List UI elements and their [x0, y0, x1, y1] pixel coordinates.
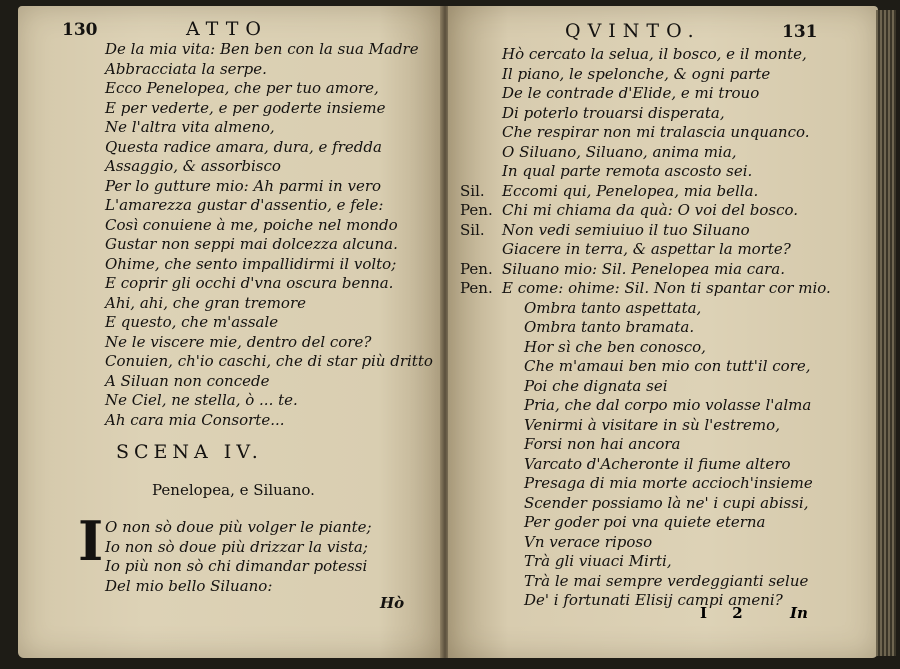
line-text: Chi mi chiama da quà: O voi del bosco. [502, 201, 799, 219]
verse-line: Per lo gutture mio: Ah parmi in vero [105, 176, 382, 195]
verse-line: O non sò doue più volger le piante; [105, 518, 372, 536]
dialogue-line [460, 299, 831, 319]
dialogue-line [460, 221, 831, 241]
verse-line: De la mia vita: Ben ben con la sua Madre [105, 40, 419, 58]
verse-line: Ahi, ahi, che gran tremore [105, 293, 306, 312]
line-text: Poi che dignata sei [524, 376, 668, 395]
verse-line: Ohime, che sento impallidirmi il volto; [105, 254, 397, 273]
line-text: Giacere in terra, & aspettar la morte? [502, 240, 791, 258]
dialogue-line [460, 318, 831, 338]
dialogue-line [460, 123, 831, 143]
line-text: De le contrade d'Elide, e mi trouo [502, 84, 760, 102]
dialogue-line [460, 396, 831, 416]
line-text: Non vedi semiuiuo il tuo Siluano [502, 220, 750, 239]
verse-line: Così conuiene à me, poiche nel mondo [105, 215, 398, 234]
verse-line: A Siluan non concede [105, 371, 270, 390]
dialogue-block [460, 45, 831, 611]
catchword: In [790, 604, 808, 622]
verse-line: E coprir gli occhi d'vna oscura benna. [105, 274, 394, 292]
dialogue-line [460, 494, 831, 514]
verse-line: E per vederte, e per goderte insieme [105, 98, 386, 117]
dialogue-line [460, 279, 831, 299]
line-text: Forsi non hai ancora [524, 435, 681, 453]
verse-line: Ah cara mia Consorte... [105, 410, 285, 429]
line-text: De' i fortunati Elisij campi ameni? [524, 591, 783, 609]
line-text: Di poterlo trouarsi disperata, [502, 103, 725, 122]
line-text: Hor sì che ben conosco, [524, 337, 706, 356]
left-page [18, 6, 442, 658]
line-text: Varcato d'Acheronte il fiume altero [524, 454, 791, 473]
verse-line: Abbracciata la serpe. [105, 59, 267, 78]
speaker-label: Pen. [460, 259, 493, 278]
dialogue-line [460, 201, 831, 221]
dialogue-line [460, 182, 831, 202]
verse-line: Io più non sò chi dimandar potessi [105, 557, 368, 575]
dialogue-line [460, 357, 831, 377]
line-text: Ombra tanto bramata. [524, 318, 695, 336]
signature-mark: I 2 [700, 604, 753, 622]
verse-line: E questo, che m'assale [105, 313, 279, 331]
line-text: Venirmi à visitare in sù l'estremo, [524, 415, 780, 434]
drop-cap: I [78, 509, 104, 573]
verse-line: Questa radice amara, dura, e fredda [105, 137, 382, 156]
speaker-label: Sil. [460, 220, 485, 239]
dialogue-line [460, 65, 831, 85]
verse-line: Ne l'altra vita almeno, [105, 118, 275, 136]
dialogue-line [460, 416, 831, 436]
dialogue-line [460, 377, 831, 397]
dialogue-line [460, 455, 831, 475]
dialogue-line [460, 104, 831, 124]
speaker-label: Pen. [460, 279, 493, 297]
page-number: 131 [782, 22, 818, 42]
verse-block [105, 40, 433, 430]
speaker-label: Pen. [460, 201, 493, 219]
verse-line: Ne Ciel, ne stella, ò ... te. [105, 391, 298, 409]
line-text: Per goder poi vna quiete eterna [524, 513, 766, 531]
dialogue-line [460, 143, 831, 163]
dialogue-line [460, 45, 831, 65]
verse-line: L'amarezza gustar d'assentio, e fele: [105, 196, 384, 214]
line-text: Trà gli viuaci Mirti, [524, 552, 672, 570]
page-number: 130 [62, 20, 98, 40]
dialogue-line [460, 435, 831, 455]
verse-line: Io non sò doue più drizzar la vista; [105, 537, 368, 556]
catchword: Hò [380, 594, 405, 612]
line-text: In qual parte remota ascosto sei. [502, 162, 753, 180]
line-text: Pria, che dal corpo mio volasse l'alma [524, 396, 812, 414]
line-text: Presaga di mia morte accioch'insieme [524, 474, 813, 492]
verse-line: Ne le viscere mie, dentro del core? [105, 332, 372, 351]
line-text: Hò cercato la selua, il bosco, e il monte, [502, 45, 807, 63]
dialogue-line [460, 591, 831, 611]
page-edges [876, 10, 896, 656]
running-head: QVINTO. [565, 20, 701, 42]
dialogue-line [460, 240, 831, 260]
line-text: E come: ohime: Sil. Non ti spantar cor mio. [502, 279, 831, 297]
line-text: Siluano mio: Sil. Penelopea mia cara. [502, 259, 786, 278]
verse-line: Gustar non seppi mai dolcezza alcuna. [105, 235, 398, 253]
dialogue-line [460, 260, 831, 280]
verse-line: Conuien, ch'io caschi, che di star più dritto [105, 352, 433, 370]
scene-characters: Penelopea, e Siluano. [152, 481, 315, 499]
dialogue-line [460, 533, 831, 553]
line-text: Vn verace riposo [524, 532, 653, 551]
dialogue-line [460, 513, 831, 533]
scene-verse-block [105, 518, 372, 596]
dialogue-line [460, 572, 831, 592]
right-page [448, 6, 878, 658]
dialogue-line [460, 552, 831, 572]
verse-line: Del mio bello Siluano: [105, 576, 273, 595]
dialogue-line [460, 338, 831, 358]
line-text: Il piano, le spelonche, & ogni parte [502, 64, 771, 83]
line-text: Ombra tanto aspettata, [524, 298, 702, 317]
line-text: Che respirar non mi tralascia unquanco. [502, 123, 810, 141]
line-text: O Siluano, Siluano, anima mia, [502, 142, 737, 161]
dialogue-line [460, 84, 831, 104]
speaker-label: Sil. [460, 181, 485, 200]
scene-title: SCENA IV. [116, 441, 263, 463]
line-text: Scender possiamo là ne' i cupi abissi, [524, 493, 809, 512]
running-head: ATTO [186, 18, 268, 40]
verse-line: Ecco Penelopea, che per tuo amore, [105, 79, 379, 97]
dialogue-line [460, 162, 831, 182]
verse-line: Assaggio, & assorbisco [105, 157, 281, 175]
line-text: Che m'amaui ben mio con tutt'il core, [524, 357, 811, 375]
line-text: Trà le mai sempre verdeggianti selue [524, 571, 809, 590]
line-text: Eccomi qui, Penelopea, mia bella. [502, 181, 759, 200]
dialogue-line [460, 474, 831, 494]
